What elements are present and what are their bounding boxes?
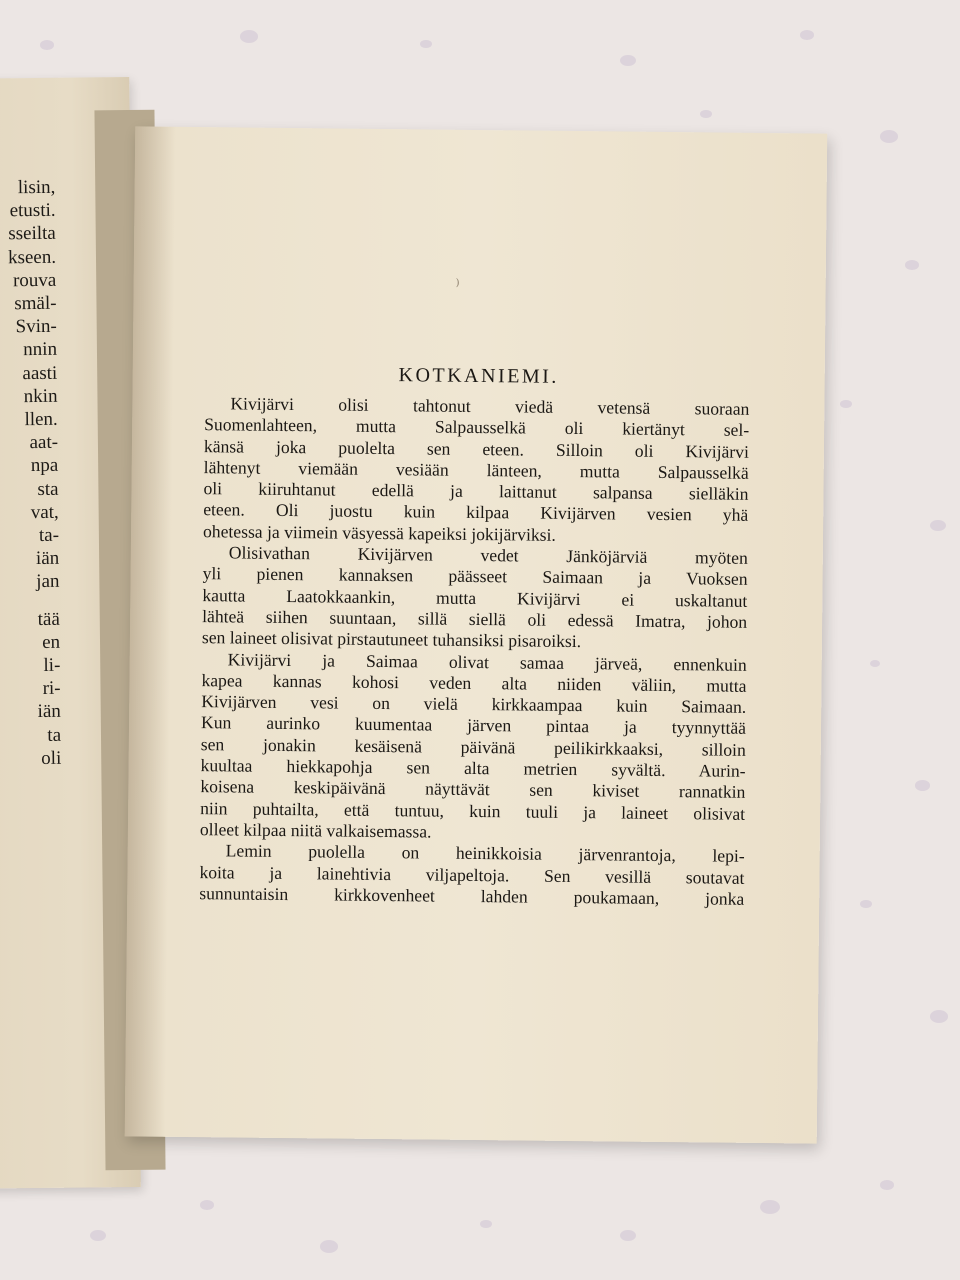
left-page-fragment: llen. xyxy=(24,408,58,431)
text-line: koisena keskipäivänä näyttävät sen kiviset rannatkin xyxy=(200,776,746,803)
text-line: sen jonakin kesäisenä päivänä peilikirkkaaksi, silloin xyxy=(200,733,746,760)
cloth-pattern-dot xyxy=(320,1240,338,1253)
cloth-pattern-dot xyxy=(905,260,919,270)
cloth-pattern-dot xyxy=(860,900,872,908)
body-text xyxy=(199,393,749,910)
left-page-fragment: npa xyxy=(30,455,59,477)
text-line: ohetessa ja viimein väsyessä kapeiksi jokijärviksi. xyxy=(202,520,556,545)
left-page-fragment: vat, xyxy=(30,501,59,523)
text-line: sen laineet olisivat pirstautuneet tuhansiksi pisaroiksi. xyxy=(201,627,582,652)
left-page-fragment: jan xyxy=(36,571,60,593)
page-mark: ) xyxy=(455,277,460,289)
text-line: kapea kannas kohosi veden alta niiden väliin, mutta xyxy=(201,669,747,696)
left-page-fragment: aat- xyxy=(29,431,59,454)
left-page-fragment: tää xyxy=(37,608,60,630)
text-line: kuultaa hiekkapohja sen alta metrien syvältä. Aurin- xyxy=(200,755,746,781)
cloth-pattern-dot xyxy=(700,110,712,118)
text-line: Suomenlahteen, mutta Salpausselkä oli kiertänyt sel- xyxy=(204,414,750,441)
left-page-fragment: sseilta xyxy=(8,223,56,245)
left-page-fragment: sta xyxy=(37,478,59,500)
cloth-pattern-dot xyxy=(200,1200,214,1210)
text-line: känsä joka puolelta sen eteen. Silloin oli Kivijärvi xyxy=(203,435,750,462)
text-line: Kun aurinko kuumentaa järven pintaa ja tyynnyttää xyxy=(200,712,747,739)
text-line: eteen. Oli juostu kuin kilpaa Kivijärven vesien yhä xyxy=(203,499,749,526)
text-line: lähtenyt viemään vesiään länteen, mutta Salpausselkä xyxy=(203,457,749,483)
cloth-pattern-dot xyxy=(880,1180,894,1190)
left-page-fragment: nkin xyxy=(23,385,58,407)
left-page-fragment: aasti xyxy=(22,362,58,384)
cloth-pattern-dot xyxy=(420,40,432,48)
text-line: lähteä siihen suuntaan, sillä siellä oli edessä Imatra, johon xyxy=(202,606,748,632)
cloth-pattern-dot xyxy=(800,30,814,40)
left-page-fragment: etusti. xyxy=(9,199,56,222)
left-page-fragment: rouva xyxy=(12,269,57,292)
left-page-fragment: ta xyxy=(47,724,62,746)
chapter-title: KOTKANIEMI. xyxy=(398,364,559,388)
cloth-pattern-dot xyxy=(620,1230,636,1241)
left-page-fragment: iän xyxy=(35,547,60,570)
left-page-fragment: nnin xyxy=(23,339,58,361)
left-page-fragment: Svin- xyxy=(15,315,57,338)
left-page-fragment: smäl- xyxy=(14,292,57,315)
text-line: Kivijärvi olisi tahtonut viedä vetensä suoraan xyxy=(230,393,750,419)
text-line: niin puhtailta, että tuntuu, kuin tuuli ja laineet olisivat xyxy=(200,797,746,824)
cloth-pattern-dot xyxy=(480,1220,492,1228)
left-page-fragment: ta- xyxy=(38,524,60,546)
text-line: olleet kilpaa niitä valkaisemassa. xyxy=(199,819,432,842)
left-page-fragment: li- xyxy=(43,654,61,676)
left-page-fragment: kseen. xyxy=(7,246,57,268)
right-book-page xyxy=(125,126,828,1143)
cloth-pattern-dot xyxy=(760,1200,780,1214)
text-line: oli kiiruhtanut edellä ja laittanut salpansa sielläkin xyxy=(203,478,749,505)
left-page-fragment: lisin, xyxy=(17,176,56,199)
cloth-pattern-dot xyxy=(915,780,930,791)
cloth-pattern-dot xyxy=(930,1010,948,1023)
text-line: koita ja lainehtivia viljapeltoja. Sen vesillä soutavat xyxy=(199,861,745,888)
text-line: Lemin puolella on heinikkoisia järvenrantoja, lepi- xyxy=(225,840,745,867)
left-page-fragment: en xyxy=(42,631,61,653)
left-page-fragment: iän xyxy=(37,701,61,723)
cloth-pattern-dot xyxy=(40,40,54,50)
text-line: sunnuntaisin kirkkovenheet lahden poukamaan, jonka xyxy=(199,882,745,909)
left-page-fragment: oli xyxy=(41,747,62,769)
text-line: Kivijärven vesi on vielä kirkkaampaa kuin Saimaan. xyxy=(201,691,747,717)
left-page-text-fragments xyxy=(0,176,62,769)
cloth-pattern-dot xyxy=(240,30,258,43)
text-line: Kivijärvi ja Saimaa olivat samaa järveä, ennenkuin xyxy=(227,648,747,675)
cloth-pattern-dot xyxy=(840,400,852,408)
cloth-pattern-dot xyxy=(930,520,946,531)
text-line: kautta Laatokkaankin, mutta Kivijärvi ei uskaltanut xyxy=(202,584,748,611)
text-line: Olisivathan Kivijärven vedet Jänköjärviä myöten xyxy=(228,542,748,568)
cloth-pattern-dot xyxy=(90,1230,106,1241)
cloth-pattern-dot xyxy=(620,55,636,66)
cloth-pattern-dot xyxy=(870,660,880,667)
text-line: yli pienen kannaksen päässeet Saimaan ja Vuoksen xyxy=(202,563,748,590)
cloth-pattern-dot xyxy=(880,130,898,143)
left-page-fragment: ri- xyxy=(42,677,61,700)
